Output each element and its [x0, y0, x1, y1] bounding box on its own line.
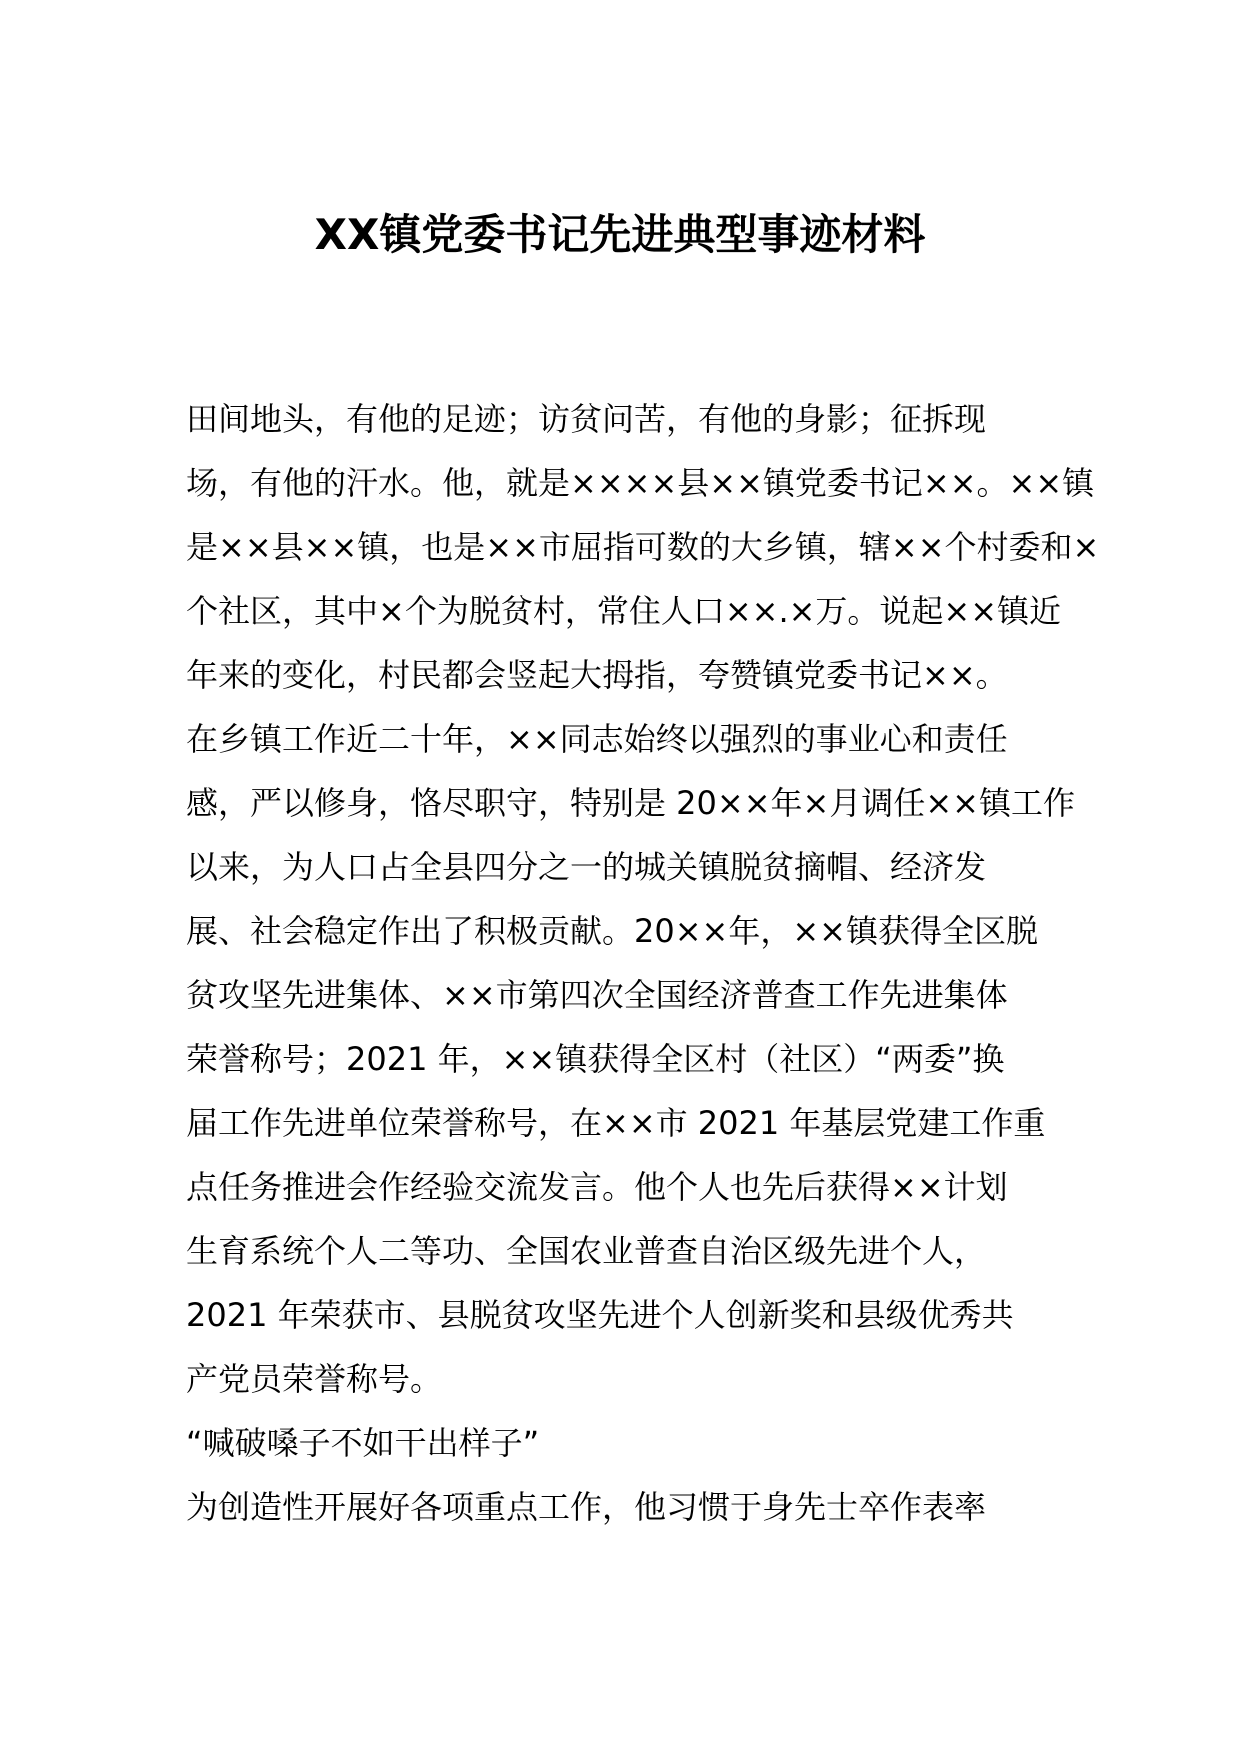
text-line: 生育系统个人二等功、全国农业普查自治区级先进个人，	[186, 1232, 987, 1270]
text-line: 在乡镇工作近二十年，××同志始终以强烈的事业心和责任	[186, 720, 1008, 758]
text-line: 年来的变化，村民都会竖起大拇指，夸赞镇党委书记××。	[186, 656, 1008, 694]
text-line: 届工作先进单位荣誉称号，在××市 2021 年基层党建工作重	[186, 1104, 1046, 1142]
text-line: 贫攻坚先进集体、××市第四次全国经济普查工作先进集体	[186, 976, 1008, 1014]
section-heading: “喊破嗓子不如干出样子”	[186, 1424, 540, 1462]
text-line: 以来，为人口占全县四分之一的城关镇脱贫摘帽、经济发	[186, 848, 987, 886]
document-body	[186, 387, 1100, 1539]
text-line: 展、社会稳定作出了积极贡献。20××年，××镇获得全区脱	[186, 912, 1038, 950]
text-line: 为创造性开展好各项重点工作，他习惯于身先士卒作表率	[186, 1488, 987, 1526]
text-line: 感，严以修身，恪尽职守，特别是 20××年×月调任××镇工作	[186, 784, 1075, 822]
text-line: 点任务推进会作经验交流发言。他个人也先后获得××计划	[186, 1168, 1008, 1206]
text-line: 是××县××镇，也是××市屈指可数的大乡镇，辖××个村委和×	[186, 528, 1100, 566]
text-line: 个社区，其中×个为脱贫村，常住人口××.×万。说起××镇近	[186, 592, 1062, 630]
text-line: 产党员荣誉称号。	[186, 1360, 443, 1398]
document-title: XX镇党委书记先进典型事迹材料	[314, 210, 926, 259]
text-line: 场，有他的汗水。他，就是××××县××镇党委书记××。××镇	[186, 464, 1095, 502]
text-line: 2021 年荣获市、县脱贫攻坚先进个人创新奖和县级优秀共	[186, 1296, 1014, 1334]
text-line: 田间地头，有他的足迹；访贫问苦，有他的身影；征拆现	[186, 400, 987, 438]
text-line: 荣誉称号；2021 年，××镇获得全区村（社区）“两委”换	[186, 1040, 1005, 1078]
